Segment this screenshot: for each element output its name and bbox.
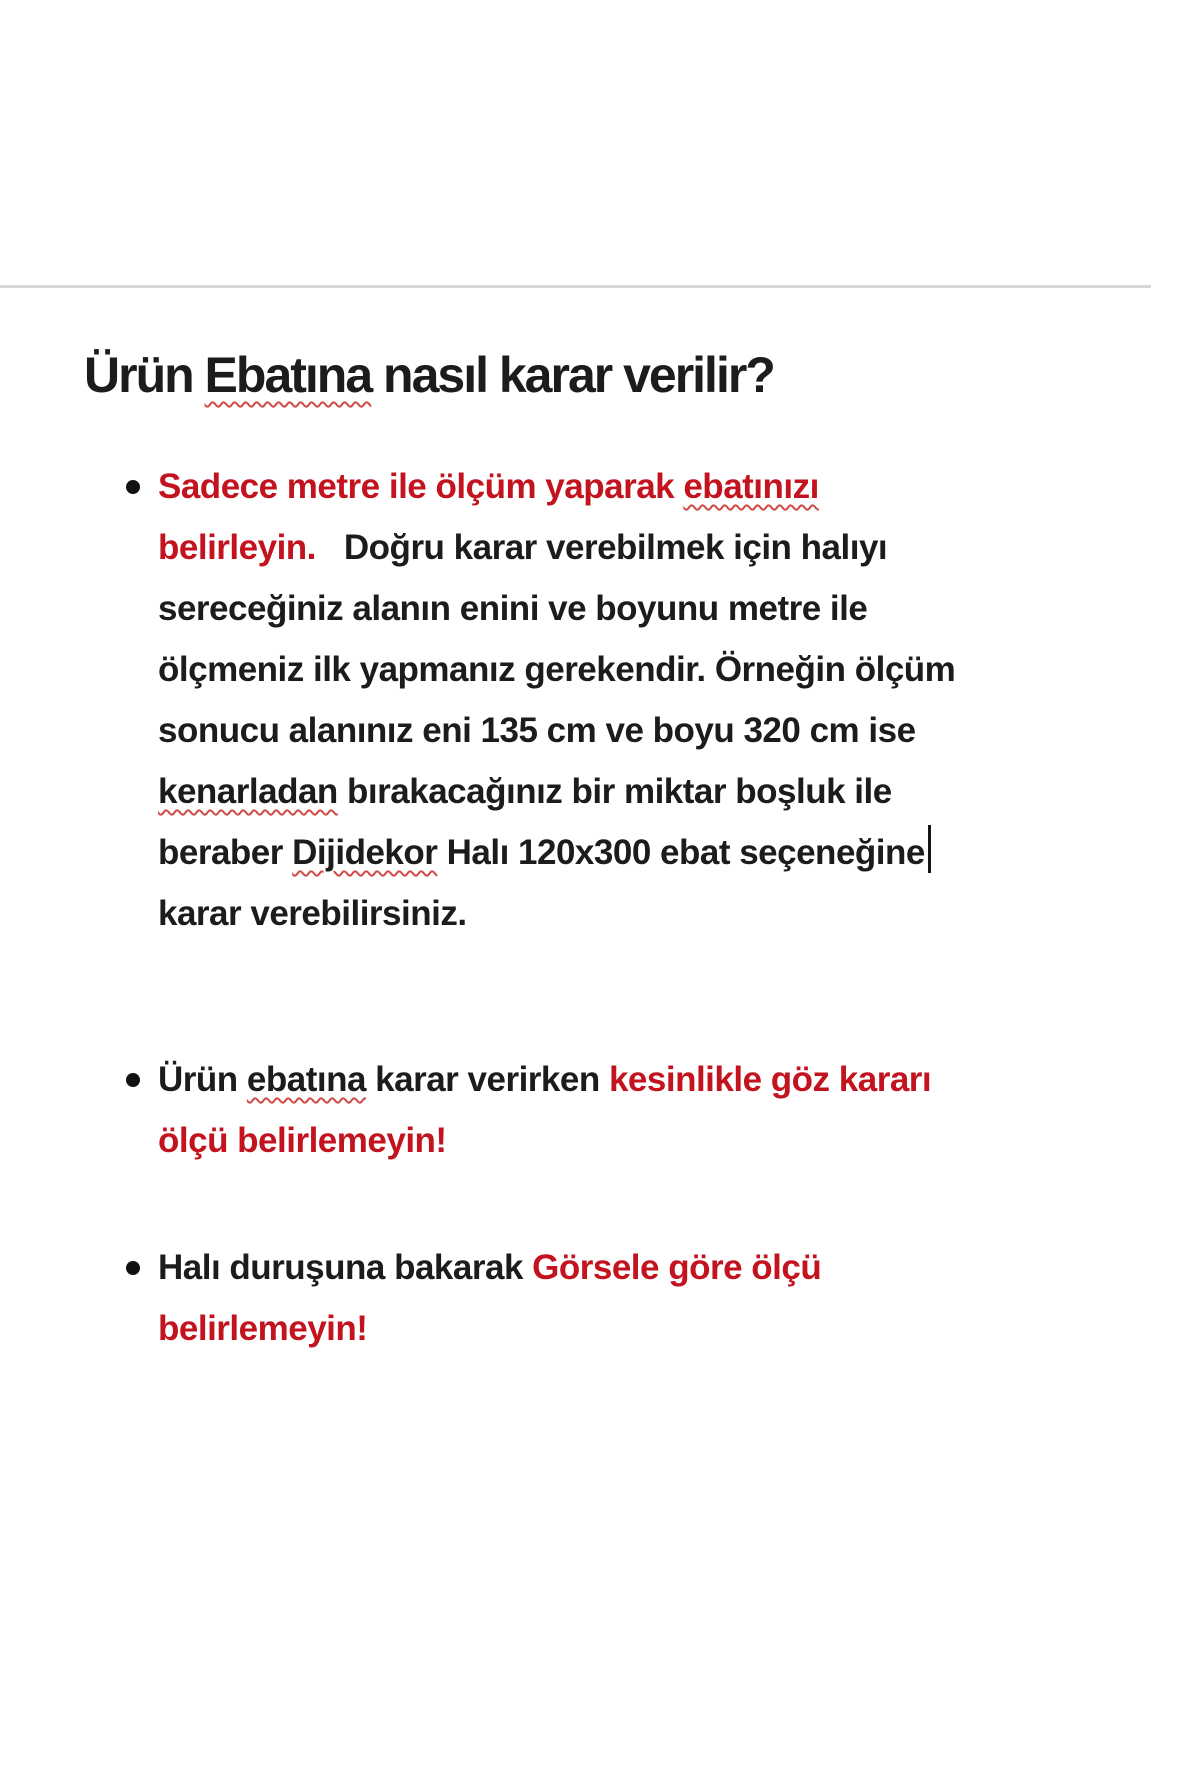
red-text-segment: Görsele göre ölçü — [532, 1248, 822, 1287]
text-segment: sereceğiniz alanın enini ve boyunu metre ile — [158, 589, 868, 628]
text-line — [158, 517, 955, 578]
red-text-segment: belirlemeyin! — [158, 1309, 368, 1348]
misspelled-word: ebatına — [246, 1060, 366, 1099]
text-line — [158, 822, 955, 883]
text-segment: Ürün — [158, 1060, 247, 1099]
misspelled-word: Dijidekor — [292, 833, 438, 872]
text-segment: karar verebilirsiniz. — [158, 894, 467, 933]
bullet-dot — [126, 480, 140, 494]
red-text-segment: belirleyin. — [158, 528, 316, 567]
bullet-item-3 — [0, 1237, 1180, 1359]
red-text-segment: ölçü belirlemeyin! — [158, 1121, 447, 1160]
bullet-text — [158, 1049, 931, 1171]
bullet-text — [158, 456, 955, 944]
misspelled-word: ebatınızı — [683, 467, 819, 506]
text-line — [158, 1110, 931, 1171]
section-divider-line — [0, 285, 1151, 288]
text-line — [158, 761, 955, 822]
text-line — [158, 639, 955, 700]
misspelled-word: kenarladan — [158, 772, 338, 811]
text-cursor — [928, 825, 931, 873]
text-segment: beraber — [158, 833, 293, 872]
bullet-dot — [126, 1261, 140, 1275]
title-text: nasıl karar verilir? — [371, 347, 774, 403]
text-segment: karar verirken — [365, 1060, 609, 1099]
text-line — [158, 1049, 931, 1110]
text-segment: ölçmeniz ilk yapmanız gerekendir. Örneğin ölçüm — [158, 650, 956, 689]
text-segment: Doğru karar verebilmek için halıyı — [343, 528, 888, 567]
red-text-segment: Sadece metre ile ölçüm yaparak — [158, 467, 684, 506]
title-text: Ürün — [84, 347, 205, 403]
text-segment: bırakacağınız bir miktar boşluk ile — [337, 772, 892, 811]
bullet-item-2 — [0, 1049, 1180, 1171]
text-segment: Halı 120x300 ebat seçeneğine — [437, 833, 925, 872]
text-line — [158, 1237, 821, 1298]
text-segment: sonucu alanınız eni 135 cm ve boyu 320 cm ise — [158, 711, 916, 750]
text-line — [158, 700, 955, 761]
document-text-area[interactable] — [0, 456, 1180, 1359]
bullet-item-1 — [0, 456, 1180, 944]
bullet-text — [158, 1237, 821, 1359]
bullet-dot — [126, 1073, 140, 1087]
text-line — [158, 883, 955, 944]
page-title — [84, 344, 774, 406]
red-text-segment: kesinlikle göz kararı — [608, 1060, 932, 1099]
text-line — [158, 578, 955, 639]
title-misspelled-word: Ebatına — [204, 347, 372, 403]
text-line — [158, 456, 955, 517]
text-line — [158, 1298, 821, 1359]
text-segment: Halı duruşuna bakarak — [158, 1248, 533, 1287]
